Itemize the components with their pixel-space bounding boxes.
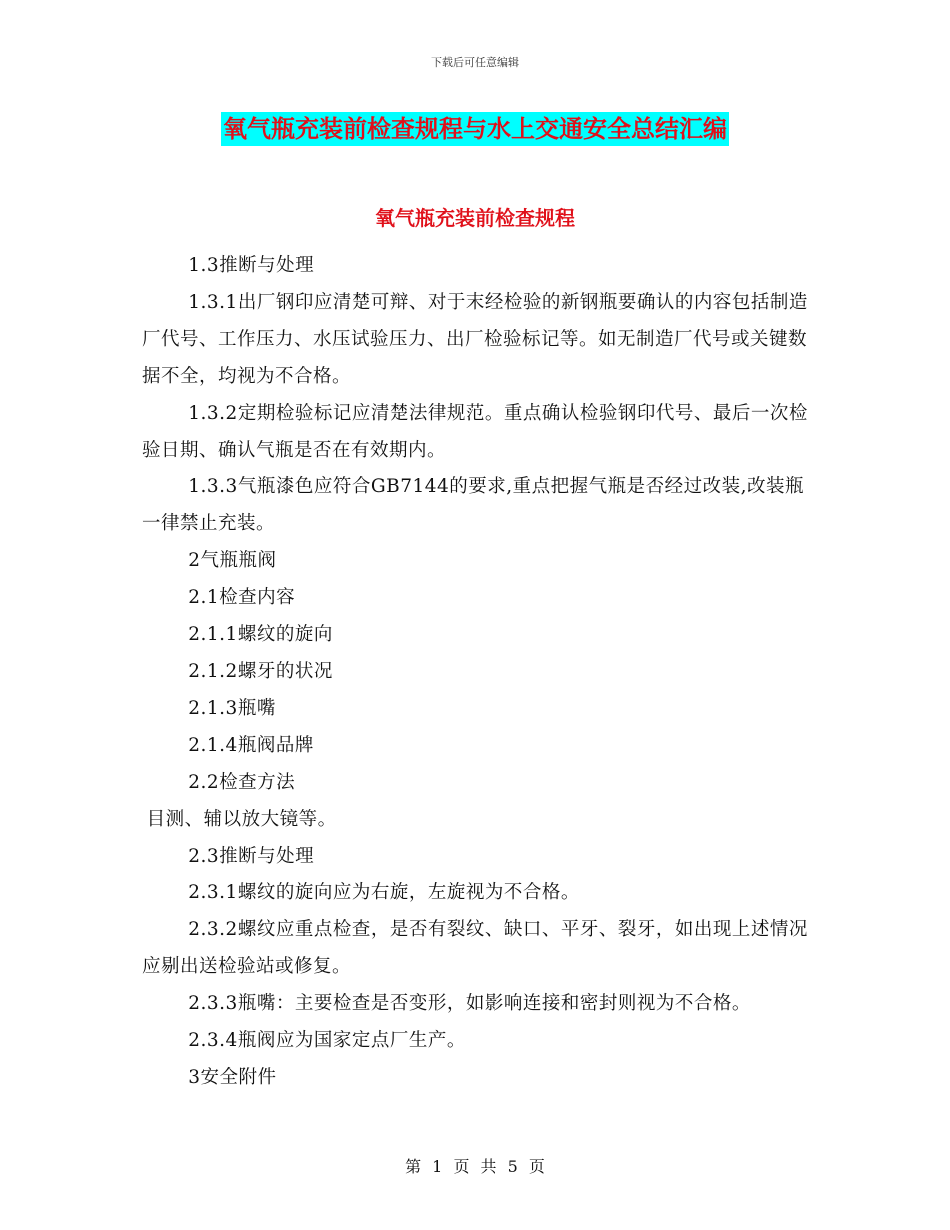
document-body	[142, 248, 822, 1097]
paragraph: 2.1.3瓶嘴	[188, 697, 276, 719]
header-note: 下载后可任意编辑	[431, 56, 519, 69]
paragraph: 2.1.4瓶阀品牌	[188, 734, 314, 756]
paragraph: 1.3.2定期检验标记应清楚法律规范。重点确认检验钢印代号、最后一次检验日期、确认气瓶是否在有效期内。	[142, 402, 808, 461]
paragraph: 2.2检查方法	[188, 771, 296, 793]
paragraph: 1.3.1出厂钢印应清楚可辩、对于末经检验的新钢瓶要确认的内容包括制造厂代号、工作压力、水压试验压力、出厂检验标记等。如无制造厂代号或关键数据不全，均视为不合格。	[142, 291, 808, 387]
document-title: 氧气瓶充装前检查规程与水上交通安全总结汇编	[221, 112, 729, 146]
paragraph: 2.3.2螺纹应重点检查，是否有裂纹、缺口、平牙、裂牙，如出现上述情况应剔出送检验站或修复。	[142, 919, 808, 978]
paragraph: 2.1.1螺纹的旋向	[188, 624, 333, 646]
section-title: 氧气瓶充装前检查规程	[375, 206, 575, 230]
paragraph: 2.3.3瓶嘴：主要检查是否变形，如影响连接和密封则视为不合格。	[188, 993, 751, 1015]
paragraph: 2.1.2螺牙的状况	[188, 660, 333, 682]
paragraph: 2气瓶瓶阀	[188, 550, 277, 572]
paragraph: 2.3.4瓶阀应为国家定点厂生产。	[188, 1030, 466, 1052]
paragraph: 2.3推断与处理	[188, 845, 315, 867]
page-number-footer: 第 1 页 共 5 页	[405, 1157, 545, 1176]
paragraph: 3安全附件	[188, 1066, 277, 1088]
paragraph: 2.1检查内容	[188, 587, 296, 609]
paragraph: 1.3推断与处理	[188, 255, 315, 276]
paragraph: 1.3.3气瓶漆色应符合GB7144的要求,重点把握气瓶是否经过改装,改装瓶一律禁止充装。	[142, 476, 805, 535]
document-title-container	[0, 112, 950, 146]
paragraph: 目测、辅以放大镜等。	[146, 808, 337, 830]
paragraph: 2.3.1螺纹的旋向应为右旋，左旋视为不合格。	[188, 882, 580, 904]
